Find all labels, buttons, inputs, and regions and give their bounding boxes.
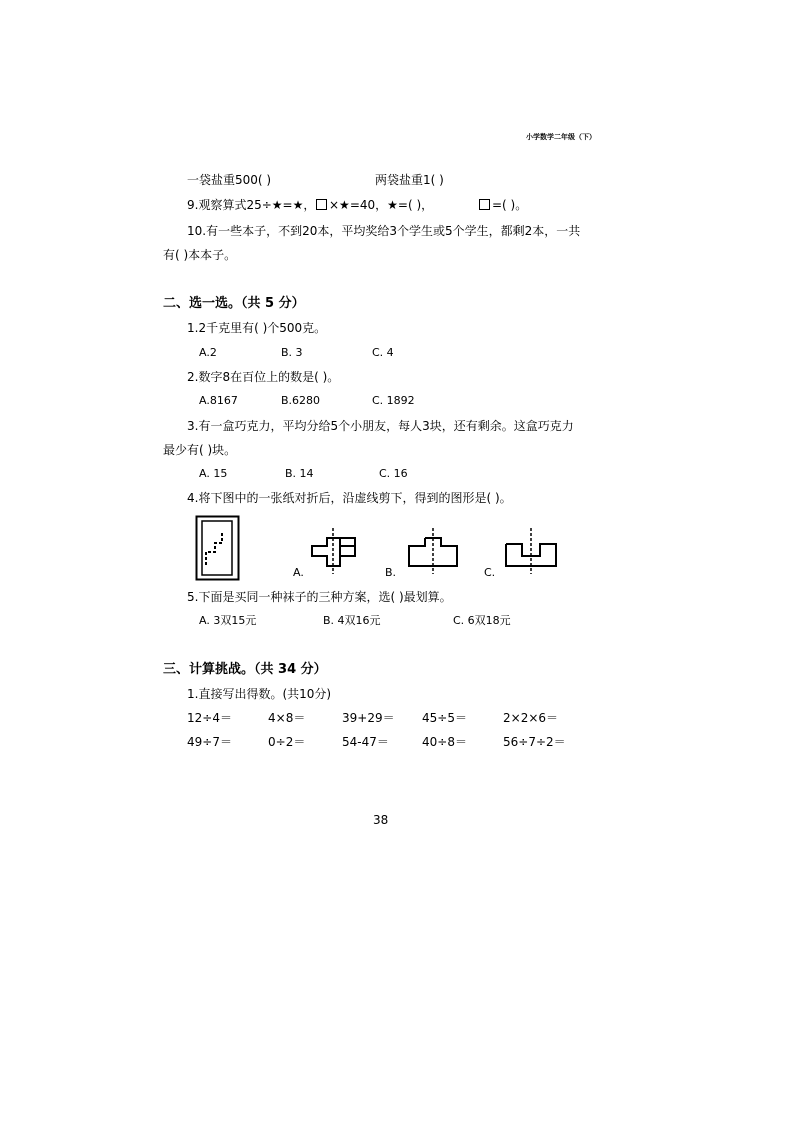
s3-question-1: 1.直接写出得数。(共10分) — [187, 687, 332, 701]
calc-item: 45÷5＝ — [422, 711, 467, 725]
s2-q3-option-a: A. 15 — [199, 467, 228, 480]
s2-q2-option-c: C. 1892 — [372, 394, 415, 407]
square-box-icon — [316, 199, 327, 210]
section-3-title: 三、计算挑战。（共 34 分） — [163, 662, 327, 677]
s2-question-1: 1.2千克里有( )个500克。 — [187, 321, 327, 335]
s2-q1-option-a: A.2 — [199, 346, 217, 359]
calc-item: 56÷7÷2＝ — [503, 735, 566, 749]
calc-item: 39+29＝ — [342, 711, 395, 725]
s2-question-3-line-2: 最少有( )块。 — [163, 443, 237, 457]
s2-question-5: 5.下面是买同一种袜子的三种方案，选( )最划算。 — [187, 590, 452, 604]
calc-item: 4×8＝ — [268, 711, 306, 725]
folded-paper-figure — [195, 515, 240, 581]
option-b-shape — [405, 528, 461, 574]
s2-q1-option-c: C. 4 — [372, 346, 394, 359]
s2-question-3-line-1: 3.有一盒巧克力，平均分给5个小朋友，每人3块，还有剩余。这盒巧克力 — [187, 419, 574, 433]
question-8-blank-a: 一袋盐重500( ) — [187, 173, 272, 187]
question-10-line-1: 10.有一些本子，不到20本，平均奖给3个学生或5个学生，都剩2本，一共 — [187, 224, 581, 238]
page-number: 38 — [373, 813, 389, 827]
s2-q5-option-a: A. 3双15元 — [199, 614, 257, 627]
section-2-title: 二、选一选。（共 5 分） — [163, 296, 305, 311]
s2-q4-label-c: C. — [484, 566, 496, 579]
calc-item: 40÷8＝ — [422, 735, 467, 749]
calc-item: 54-47＝ — [342, 735, 389, 749]
s2-q1-option-b: B. 3 — [281, 346, 303, 359]
option-c-shape — [502, 528, 560, 574]
s2-q3-option-c: C. 16 — [379, 467, 408, 480]
s2-q5-option-c: C. 6双18元 — [453, 614, 511, 627]
question-8-blank-b: 两袋盐重1( ) — [375, 173, 444, 187]
calc-item: 0÷2＝ — [268, 735, 306, 749]
page-header: 小学数学二年级（下） — [526, 133, 596, 141]
s2-q2-option-a: A.8167 — [199, 394, 238, 407]
square-box-icon — [479, 199, 490, 210]
question-9-part-b: ×★=40，★=( )， — [329, 198, 434, 212]
calc-item: 2×2×6＝ — [503, 711, 559, 725]
question-10-line-2: 有( )本本子。 — [163, 248, 237, 262]
question-9-part-c: =( )。 — [492, 198, 528, 212]
question-9-part-a: 9.观察算式25÷★=★， — [187, 198, 316, 212]
option-a-shape — [311, 528, 361, 574]
s2-q5-option-b: B. 4双16元 — [323, 614, 381, 627]
s2-q3-option-b: B. 14 — [285, 467, 314, 480]
calc-item: 49÷7＝ — [187, 735, 232, 749]
s2-q4-label-a: A. — [293, 566, 304, 579]
calc-item: 12÷4＝ — [187, 711, 232, 725]
s2-q4-label-b: B. — [385, 566, 397, 579]
s2-q2-option-b: B.6280 — [281, 394, 321, 407]
s2-question-2: 2.数字8在百位上的数是( )。 — [187, 370, 340, 384]
s2-question-4: 4.将下图中的一张纸对折后，沿虚线剪下，得到的图形是( )。 — [187, 491, 512, 505]
